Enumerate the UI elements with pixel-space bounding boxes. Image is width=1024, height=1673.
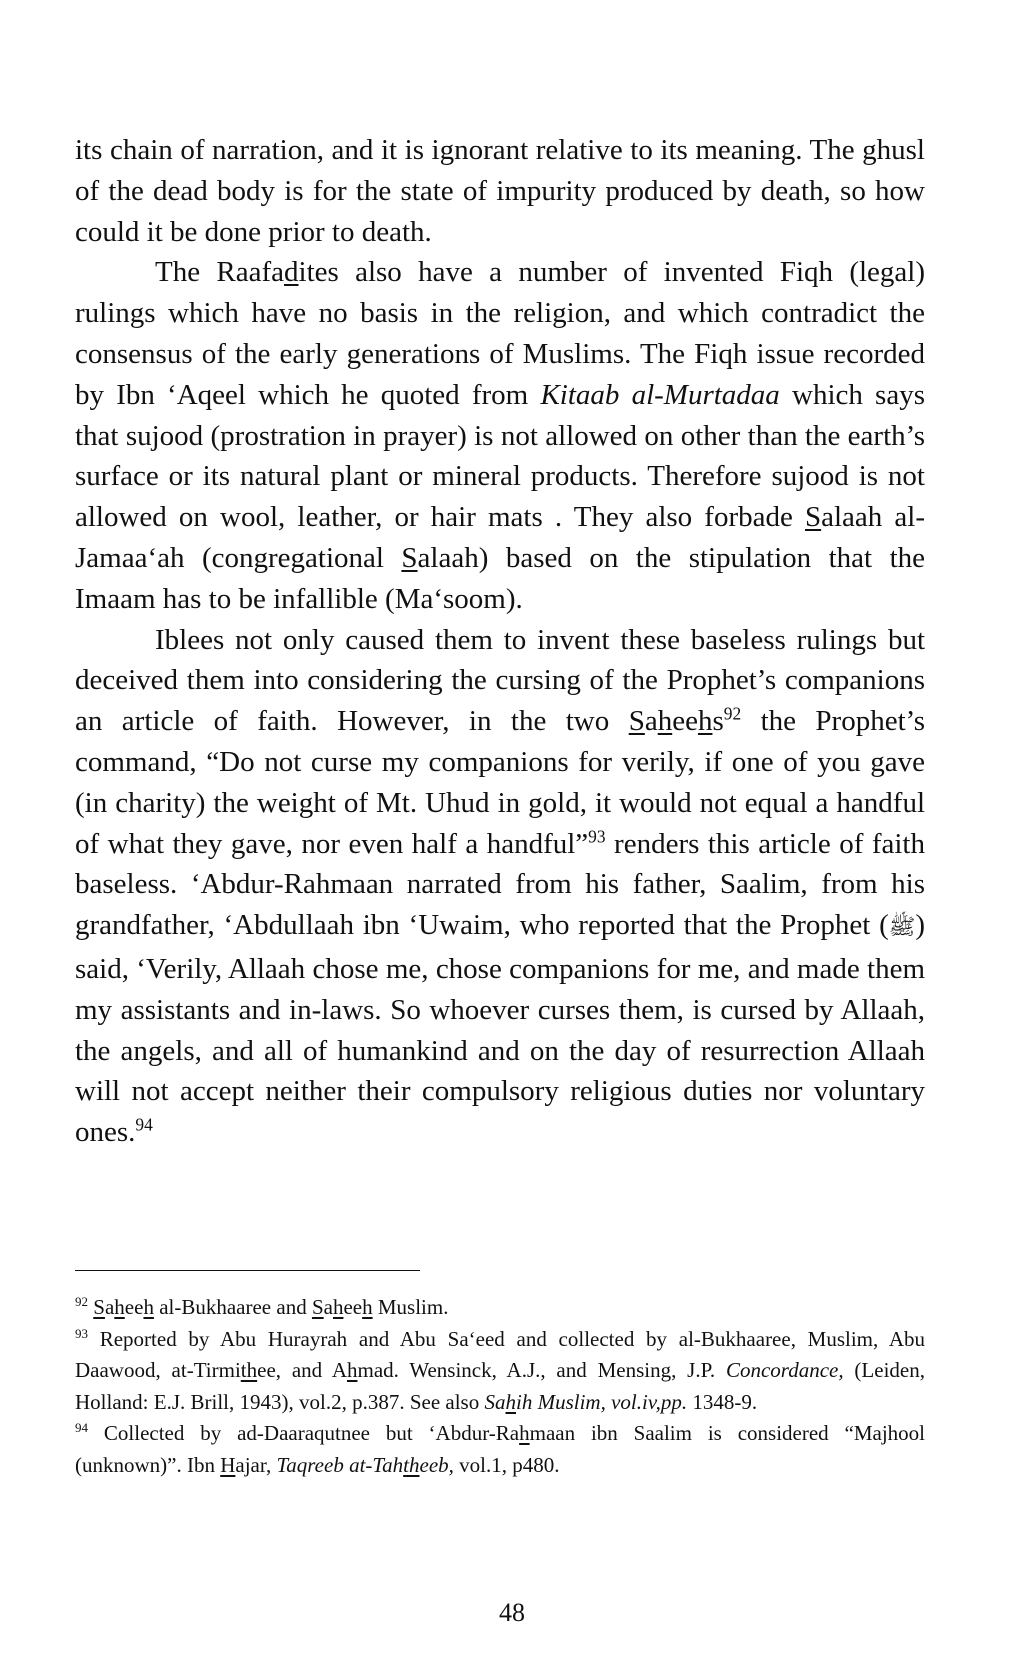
text-run: renders this article of faith baseless. ‘Abdur-Rahmaan narrated from his father, Saalim, from his grandfather, ‘Abdullaah ibn ‘Uwaim, who reported that the Prophet ( (75, 827, 925, 942)
salutation-glyph: ﷺ (888, 915, 916, 941)
text-run: a (644, 705, 658, 738)
underlined-letter: h (519, 1421, 530, 1445)
underlined-letter: h (657, 705, 673, 738)
footnotes (75, 1292, 925, 1481)
text-run: Reported by Abu Hurayrah and Abu Sa‘eed and collected by al-Bukhaaree, Muslim, Abu Daawood, at-Tirmi (75, 1326, 925, 1382)
footnote-number: 93 (75, 1325, 89, 1341)
underlined-letter: th (403, 1452, 420, 1477)
book-title-italic: Kitaab al-Murtadaa (540, 378, 780, 411)
text-run: the Prophet’s command, “Do not curse my companions for verily, if one of you gave (in charity) the weight of Mt. Uhud in gold, it would not equal a handful of what they gave, nor even half a handful” (75, 705, 925, 860)
text-run: alaah al-Jamaa‘ah (congregational (75, 501, 926, 574)
main-text (75, 130, 925, 1153)
text-run: ajar, (235, 1452, 277, 1477)
underlined-letter: h (114, 1295, 125, 1319)
footnote-ref-93[interactable]: 93 (588, 825, 606, 846)
page-number: 48 (499, 1598, 525, 1627)
text-run: ee (343, 1295, 363, 1319)
underlined-letter: h (332, 1295, 344, 1319)
paragraph-1 (75, 130, 925, 252)
text-run: alaah) based on the stipulation that the Imaam has to be infallible (Ma‘soom). (75, 541, 925, 615)
underlined-letter: S (804, 501, 822, 534)
paragraph-2 (75, 252, 925, 619)
underlined-letter: h (346, 1358, 358, 1382)
footnote-ref-94[interactable]: 94 (135, 1114, 153, 1135)
text-run: maan ibn Saalim is considered “Majhool (unknown)”. Ibn (75, 1421, 926, 1477)
paragraph-1-text: its chain of narration, and it is ignorant relative to its meaning. The ghusl of the dead body is for the state of impurity produced by death, so how could it be done prior to death. (75, 134, 925, 248)
underlined-letter: h (505, 1389, 516, 1414)
underlined-letter: h (143, 1295, 154, 1319)
text-run: a (323, 1295, 333, 1319)
italic-title: Taqreeb at-Tah (276, 1452, 404, 1477)
footnote-92 (75, 1292, 925, 1324)
underlined-letter: h (697, 705, 713, 738)
footnote-divider (75, 1270, 420, 1271)
text-run: ee, and A (257, 1358, 347, 1382)
underlined-letter: S (401, 541, 418, 574)
underlined-letter: d (284, 256, 299, 289)
underlined-letter: S (93, 1295, 105, 1319)
footnote-93 (75, 1324, 925, 1419)
italic-title: ih (515, 1389, 533, 1414)
text-run: ites also have a number of invented Fiqh (legal) rulings which have no basis in the religion, and which contradict the consensus of the early generations of Muslims. The Fiqh issue recorded by Ibn ‘Aqeel which he quoted from (75, 256, 926, 411)
italic-title: Concordance, (725, 1358, 844, 1382)
text-run: vol.1, p480. (453, 1452, 560, 1477)
footnote-94 (75, 1418, 925, 1481)
text-run: Collected by ad-Daaraqutnee but ‘Abdur-Ra (103, 1421, 520, 1445)
footnote-number: 92 (75, 1294, 89, 1309)
underlined-letter: th (240, 1358, 258, 1382)
text-run: ee (124, 1295, 144, 1319)
underlined-letter: h (362, 1295, 373, 1319)
text-run: 1348-9. (687, 1389, 758, 1414)
italic-title: Muslim, vol.iv,pp. (532, 1389, 688, 1414)
text-run: ) said, ‘Verily, Allaah chose me, chose companions for me, and made them my assistants and in-laws. So whoever curses them, is cursed by Allaah, the angels, and all of humankind and on the day of resurrection Allaah will not accept neither their compulsory religious duties nor voluntary ones. (75, 909, 925, 1149)
italic-title: Sa (484, 1389, 506, 1414)
underlined-letter: S (311, 1295, 324, 1319)
text-run: ee (672, 705, 698, 738)
text-run: (Leiden, Holland: E.J. Brill, 1943), vol.2, p.387. See also (75, 1358, 925, 1414)
text-run: which says that sujood (prostration in prayer) is not allowed on other than the earth’s surface or its natural plant or mineral products. Therefore sujood is not allowed on wool, leather, or hair mats . They also forbade (75, 378, 926, 534)
text-run: Iblees not only caused them to invent these baseless rulings but deceived them into considering the cursing of the Prophet’s companions an article of faith. However, in the two (75, 623, 925, 738)
footnote-number: 94 (75, 1420, 89, 1435)
text-run: mad. Wensinck, A.J., and Mensing, J.P. (357, 1358, 726, 1382)
underlined-letter: H (220, 1452, 236, 1477)
text-run: The Raafa (155, 256, 285, 289)
footnote-ref-92[interactable]: 92 (723, 703, 742, 724)
text-run: a (104, 1295, 115, 1319)
text-run: Muslim. (372, 1295, 449, 1319)
text-run: s (712, 705, 724, 738)
paragraph-3 (75, 620, 925, 1153)
italic-title: eeb, (419, 1452, 454, 1477)
underlined-letter: S (628, 705, 645, 738)
text-run: al-Bukhaaree and (153, 1295, 312, 1319)
